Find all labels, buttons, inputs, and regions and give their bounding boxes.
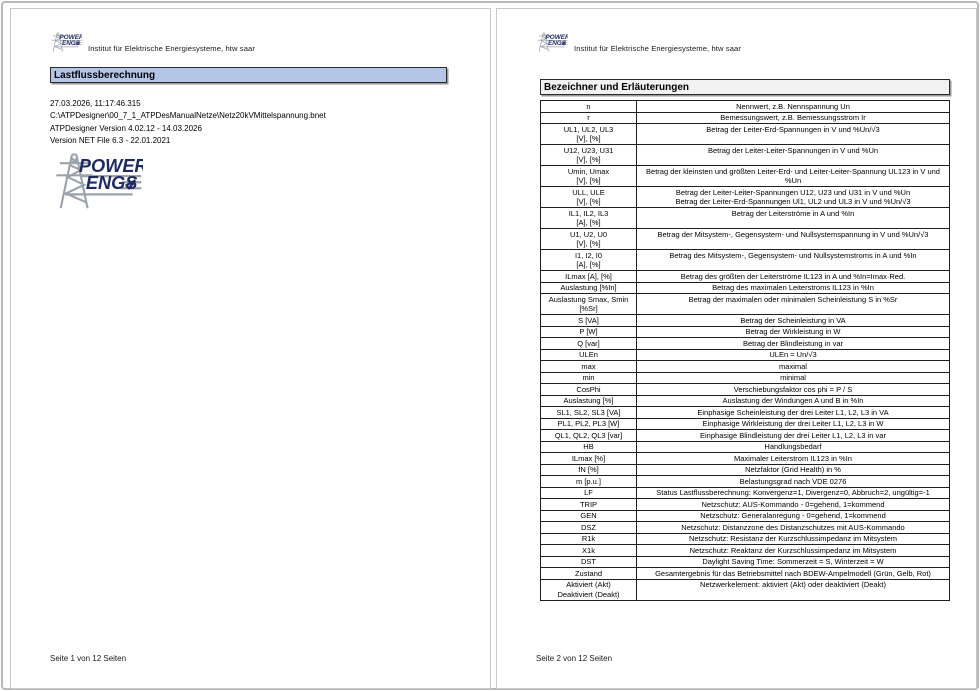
term-cell: X1k xyxy=(541,545,637,557)
report-netfile-version: Version NET File 6.3 - 22.01.2021 xyxy=(50,136,171,146)
description-cell: Netzschutz: AUS-Kommando - 0=gehend, 1=kommend xyxy=(637,499,950,511)
description-cell: Einphasige Wirkleistung der drei Leiter L1, L2, L3 in W xyxy=(637,418,950,430)
description-cell: Betrag der kleinsten und größten Leiter-Erd- und Leiter-Leiter-Spannung UL123 in V und %Un xyxy=(637,166,950,187)
table-row xyxy=(541,361,950,373)
table-row xyxy=(541,326,950,338)
table-row xyxy=(541,464,950,476)
description-cell: Auslastung der Windungen A und B in %In xyxy=(637,395,950,407)
power-engs-logo-large-icon xyxy=(46,149,143,212)
power-engs-logo-icon xyxy=(48,30,82,54)
page2-footer: Seite 2 von 12 Seiten xyxy=(536,654,613,663)
term-cell: UL1, UL2, UL3 [V], [%] xyxy=(541,124,637,145)
term-cell: LF xyxy=(541,487,637,499)
report-app-version: ATPDesigner Version 4.02.12 - 14.03.2026 xyxy=(50,123,202,133)
table-row xyxy=(541,430,950,442)
table-row xyxy=(541,145,950,166)
term-cell: n xyxy=(541,101,637,113)
description-cell: Betrag der Leiterströme in A und %In xyxy=(637,208,950,229)
description-cell: Netzschutz: Distanzzone des Distanzschutzes mit AUS-Kommando xyxy=(637,522,950,534)
table-row xyxy=(541,208,950,229)
term-cell: ILmax [%] xyxy=(541,453,637,465)
table-row xyxy=(541,187,950,208)
table-row xyxy=(541,533,950,545)
definitions-table xyxy=(540,100,950,601)
table-row xyxy=(541,384,950,396)
description-cell: Netzschutz: Reaktanz der Kurzschlussimpedanz im Mitsystem xyxy=(637,545,950,557)
term-cell: SL1, SL2, SL3 [VA] xyxy=(541,407,637,419)
table-row xyxy=(541,294,950,315)
table-row xyxy=(541,568,950,580)
table-row xyxy=(541,579,950,600)
term-cell: r xyxy=(541,112,637,124)
table-row xyxy=(541,250,950,271)
page1-footer: Seite 1 von 12 Seiten xyxy=(50,654,127,663)
report-title: Lastflussberechnung xyxy=(54,69,156,81)
term-cell: Auslastung [%] xyxy=(541,395,637,407)
term-cell: GEN xyxy=(541,510,637,522)
table-row xyxy=(541,349,950,361)
table-row xyxy=(541,476,950,488)
page-1 xyxy=(10,8,491,689)
term-cell: ULL, ULE [V], [%] xyxy=(541,187,637,208)
report-filepath: C:\ATPDesigner\00_7_1_ATPDesManualNetze\Netz20kVMittelspannung.bnet xyxy=(50,111,326,121)
term-cell: TRIP xyxy=(541,499,637,511)
term-cell: m [p.u.] xyxy=(541,476,637,488)
table-row xyxy=(541,441,950,453)
institute-line: Institut für Elektrische Energiesysteme, htw saar xyxy=(574,44,741,53)
institute-line: Institut für Elektrische Energiesysteme, htw saar xyxy=(88,44,255,53)
description-cell: Bemessungswert, z.B. Bemessungsstrom Ir xyxy=(637,112,950,124)
term-cell: CosPhi xyxy=(541,384,637,396)
description-cell: Netzfaktor (Grid Health) in % xyxy=(637,464,950,476)
description-cell: Einphasige Scheinleistung der drei Leiter L1, L2, L3 in VA xyxy=(637,407,950,419)
description-cell: Einphasige Blindleistung der drei Leiter L1, L2, L3 in var xyxy=(637,430,950,442)
term-cell: U1, U2, U0 [V], [%] xyxy=(541,229,637,250)
page2-header xyxy=(534,30,741,54)
definitions-table-body xyxy=(541,101,950,601)
description-cell: Betrag der maximalen oder minimalen Scheinleistung S in %Sr xyxy=(637,294,950,315)
description-cell: Status Lastflussberechnung: Konvergenz=1, Divergenz=0, Abbruch=2, ungültig=-1 xyxy=(637,487,950,499)
description-cell: Betrag des größten der Leiterströme IL123 in A und %In=Imax·Red. xyxy=(637,271,950,283)
term-cell: Auslastung Smax, Smin [%Sr] xyxy=(541,294,637,315)
table-row xyxy=(541,124,950,145)
term-cell: U12, U23, U31 [V], [%] xyxy=(541,145,637,166)
description-cell: Betrag der Leiter-Erd-Spannungen in V und %Un/√3 xyxy=(637,124,950,145)
term-cell: S [VA] xyxy=(541,315,637,327)
term-cell: ILmax [A], [%] xyxy=(541,271,637,283)
term-cell: Zustand xyxy=(541,568,637,580)
table-row xyxy=(541,499,950,511)
description-cell: Verschiebungsfaktor cos phi = P / S xyxy=(637,384,950,396)
report-info-block xyxy=(50,98,326,148)
description-cell: Betrag des maximalen Leiterstroms IL123 in %In xyxy=(637,282,950,294)
description-cell: Maximaler Leiterstrom IL123 in %In xyxy=(637,453,950,465)
table-row xyxy=(541,338,950,350)
table-row xyxy=(541,453,950,465)
term-cell: DST xyxy=(541,556,637,568)
table-row xyxy=(541,166,950,187)
table-row xyxy=(541,418,950,430)
description-cell: Betrag der Leiter-Leiter-Spannungen in V und %Un xyxy=(637,145,950,166)
table-row xyxy=(541,487,950,499)
description-cell: maximal xyxy=(637,361,950,373)
table-row xyxy=(541,229,950,250)
table-row xyxy=(541,522,950,534)
description-cell: Belastungsgrad nach VDE 0276 xyxy=(637,476,950,488)
term-cell: DSZ xyxy=(541,522,637,534)
page-2 xyxy=(496,8,977,689)
description-cell: Betrag der Blindleistung in var xyxy=(637,338,950,350)
term-cell: Q [var] xyxy=(541,338,637,350)
term-cell: fN [%] xyxy=(541,464,637,476)
term-cell: ULEn xyxy=(541,349,637,361)
table-row xyxy=(541,372,950,384)
description-cell: Netzschutz: Generalanregung - 0=gehend, 1=kommend xyxy=(637,510,950,522)
report-title-bar xyxy=(50,67,447,83)
definitions-title-bar xyxy=(540,79,950,95)
description-cell: Netzschutz: Resistanz der Kurzschlussimpedanz im Mitsystem xyxy=(637,533,950,545)
term-cell: P [W] xyxy=(541,326,637,338)
term-cell: HB xyxy=(541,441,637,453)
term-cell: min xyxy=(541,372,637,384)
description-cell: Betrag der Wirkleistung in W xyxy=(637,326,950,338)
table-row xyxy=(541,271,950,283)
term-cell: Umin, Umax [V], [%] xyxy=(541,166,637,187)
table-row xyxy=(541,556,950,568)
table-row xyxy=(541,112,950,124)
description-cell: minimal xyxy=(637,372,950,384)
table-row xyxy=(541,510,950,522)
document-preview-frame xyxy=(1,1,979,690)
table-row xyxy=(541,395,950,407)
table-row xyxy=(541,315,950,327)
description-cell: Daylight Saving Time: Sommerzeit = S, Winterzeit = W xyxy=(637,556,950,568)
table-row xyxy=(541,101,950,113)
term-cell: Auslastung [%In] xyxy=(541,282,637,294)
description-cell: Betrag der Mitsystem-, Gegensystem- und Nullsystemspannung in V und %Un/√3 xyxy=(637,229,950,250)
table-row xyxy=(541,545,950,557)
term-cell: IL1, IL2, IL3 [A], [%] xyxy=(541,208,637,229)
description-cell: Nennwert, z.B. Nennspannung Un xyxy=(637,101,950,113)
term-cell: R1k xyxy=(541,533,637,545)
description-cell: ULEn = Un/√3 xyxy=(637,349,950,361)
definitions-title: Bezeichner und Erläuterungen xyxy=(544,81,690,93)
term-cell: max xyxy=(541,361,637,373)
power-engs-logo-icon xyxy=(534,30,568,54)
term-cell: Aktiviert (Akt) Deaktiviert (Deakt) xyxy=(541,579,637,600)
report-datetime: 27.03.2026, 11:17:46.315 xyxy=(50,99,141,108)
term-cell: QL1, QL2, QL3 [var] xyxy=(541,430,637,442)
page1-header xyxy=(48,30,255,54)
table-row xyxy=(541,407,950,419)
description-cell: Gesamtergebnis für das Betriebsmittel nach BDEW-Ampelmodell (Grün, Gelb, Rot) xyxy=(637,568,950,580)
description-cell: Betrag der Leiter-Leiter-Spannungen U12, U23 und U31 in V und %Un Betrag der Leiter-Erd-Spannungen Ul1, UL2 und UL3 in V und %Un/√3 xyxy=(637,187,950,208)
description-cell: Handlungsbedarf xyxy=(637,441,950,453)
description-cell: Netzwerkelement: aktiviert (Akt) oder deaktiviert (Deakt) xyxy=(637,579,950,600)
description-cell: Betrag der Scheinleistung in VA xyxy=(637,315,950,327)
table-row xyxy=(541,282,950,294)
description-cell: Betrag des Mitsystem-, Gegensystem- und Nullsystemstroms in A und %In xyxy=(637,250,950,271)
term-cell: I1, I2, I0 [A], [%] xyxy=(541,250,637,271)
term-cell: PL1, PL2, PL3 [W] xyxy=(541,418,637,430)
